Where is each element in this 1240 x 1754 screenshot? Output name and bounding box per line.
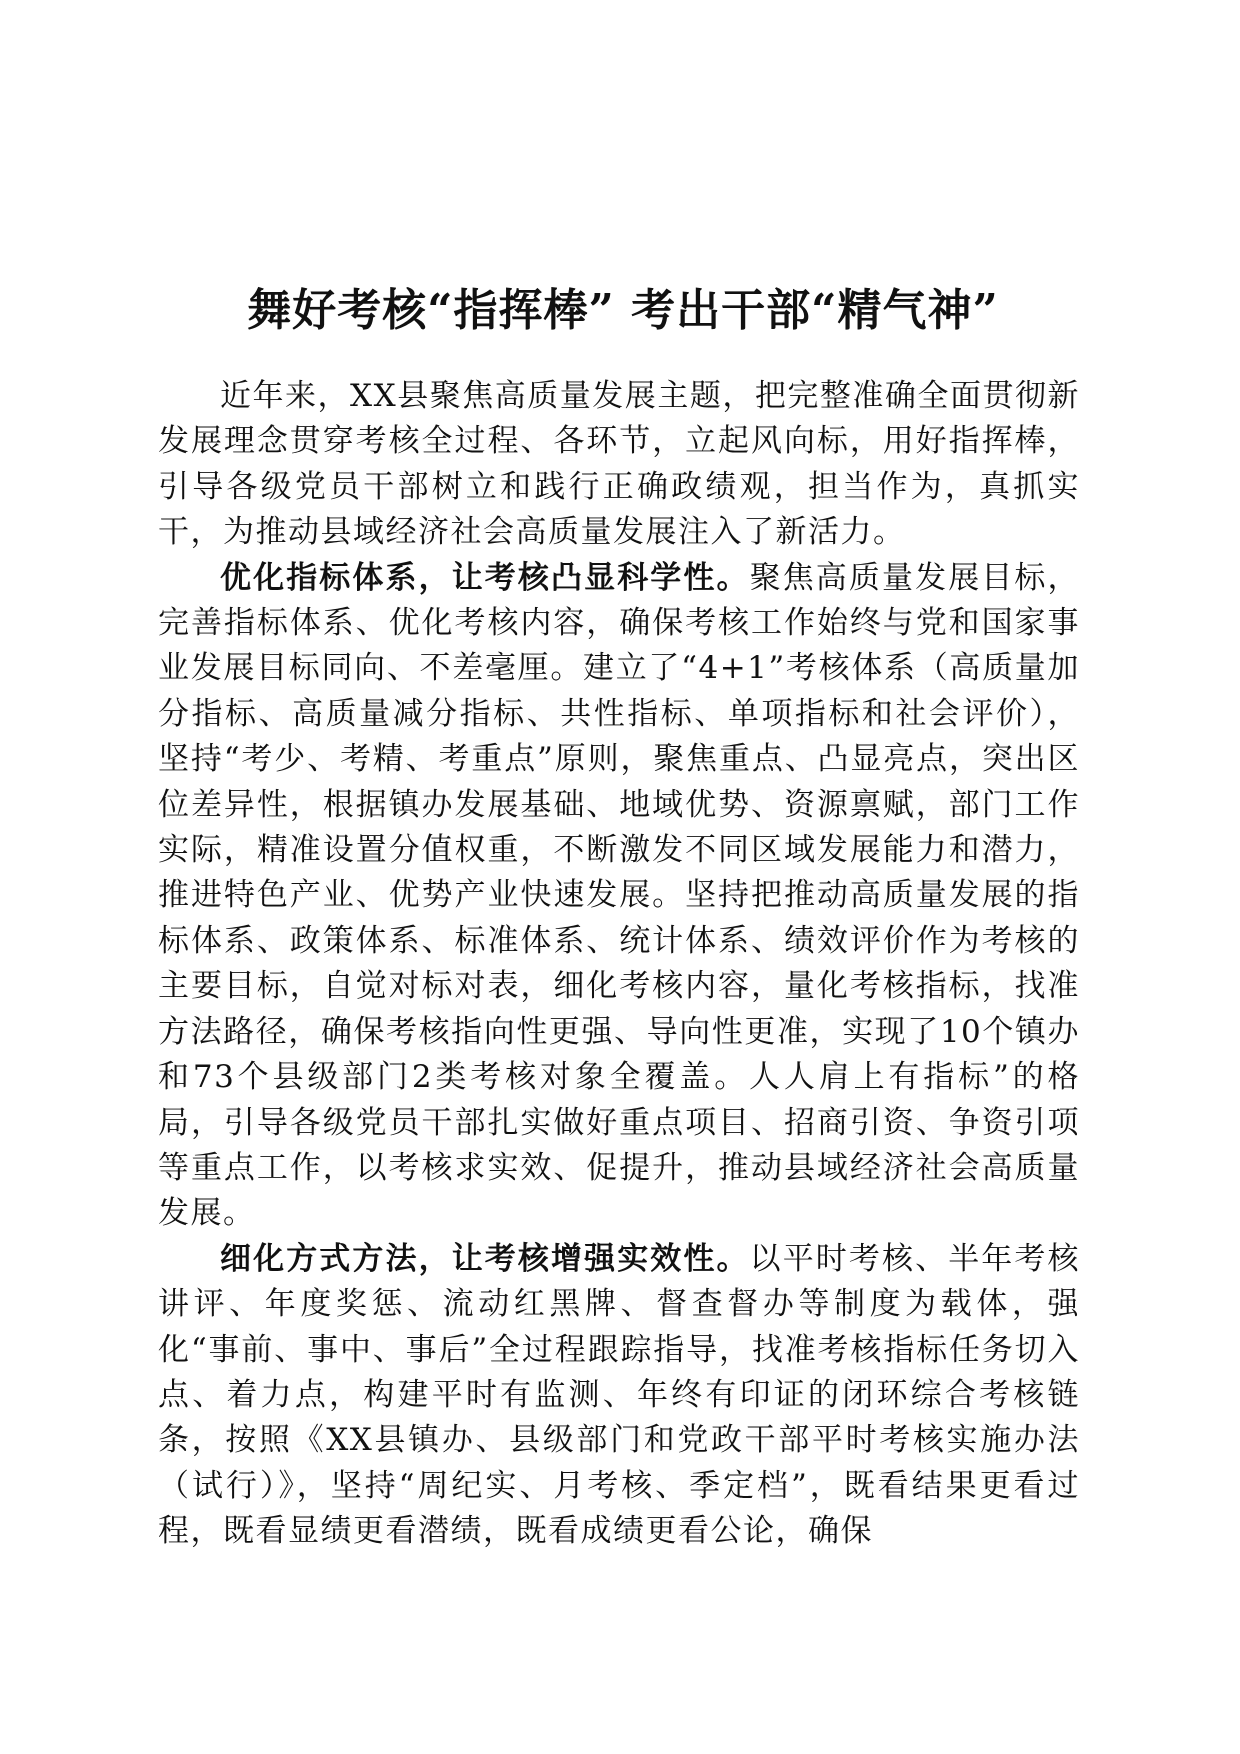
paragraph-lead: 优化指标体系，让考核凸显科学性。: [220, 559, 750, 596]
paragraph-intro: [158, 374, 1080, 556]
document-title: 舞好考核“指挥棒” 考出干部“精气神”: [247, 285, 999, 337]
paragraph-lead: 细化方式方法，让考核增强实效性。: [220, 1240, 750, 1277]
paragraph-optimize-indicators: [158, 556, 1080, 1237]
paragraph-text: 以平时考核、半年考核讲评、年度奖惩、流动红黑牌、督查督办等制度为载体，强化“事前、事中、事后”全过程跟踪指导，找准考核指标任务切入点、着力点，构建平时有监测、年终有印证的闭环综合考核链条，按照《XX县镇办、县级部门和党政干部平时考核实施办法（试行）》，坚持“周纪实、月考核、季定档”，既看结果更看过程，既看显绩更看潜绩，既看成绩更看公论，确保: [158, 1240, 1081, 1550]
paragraph-text: 聚焦高质量发展目标，完善指标体系、优化考核内容，确保考核工作始终与党和国家事业发展目标同向、不差毫厘。建立了“4+1”考核体系（高质量加分指标、高质量减分指标、共性指标、单项指标和社会评价），坚持“考少、考精、考重点”原则，聚焦重点、凸显亮点，突出区位差异性，根据镇办发展基础、地域优势、资源禀赋，部门工作实际，精准设置分值权重，不断激发不同区域发展能力和潜力，推进特色产业、优势产业快速发展。坚持把推动高质量发展的指标体系、政策体系、标准体系、统计体系、绩效评价作为考核的主要目标，自觉对标对表，细化考核内容，量化考核指标，找准方法路径，确保考核指向性更强、导向性更准，实现了10个镇办和73个县级部门2类考核对象全覆盖。人人肩上有指标”的格局，引导各级党员干部扎实做好重点项目、招商引资、争资引项等重点工作，以考核求实效、促提升，推动县域经济社会高质量发展。: [158, 559, 1081, 1232]
paragraph-text: 近年来，XX县聚焦高质量发展主题，把完整准确全面贯彻新发展理念贯穿考核全过程、各环节，立起风向标，用好指挥棒，引导各级党员干部树立和践行正确政绩观，担当作为，真抓实干，为推动县域经济社会高质量发展注入了新活力。: [158, 378, 1080, 551]
paragraph-refine-methods: [158, 1237, 1080, 1555]
document-body: [158, 374, 1080, 1555]
